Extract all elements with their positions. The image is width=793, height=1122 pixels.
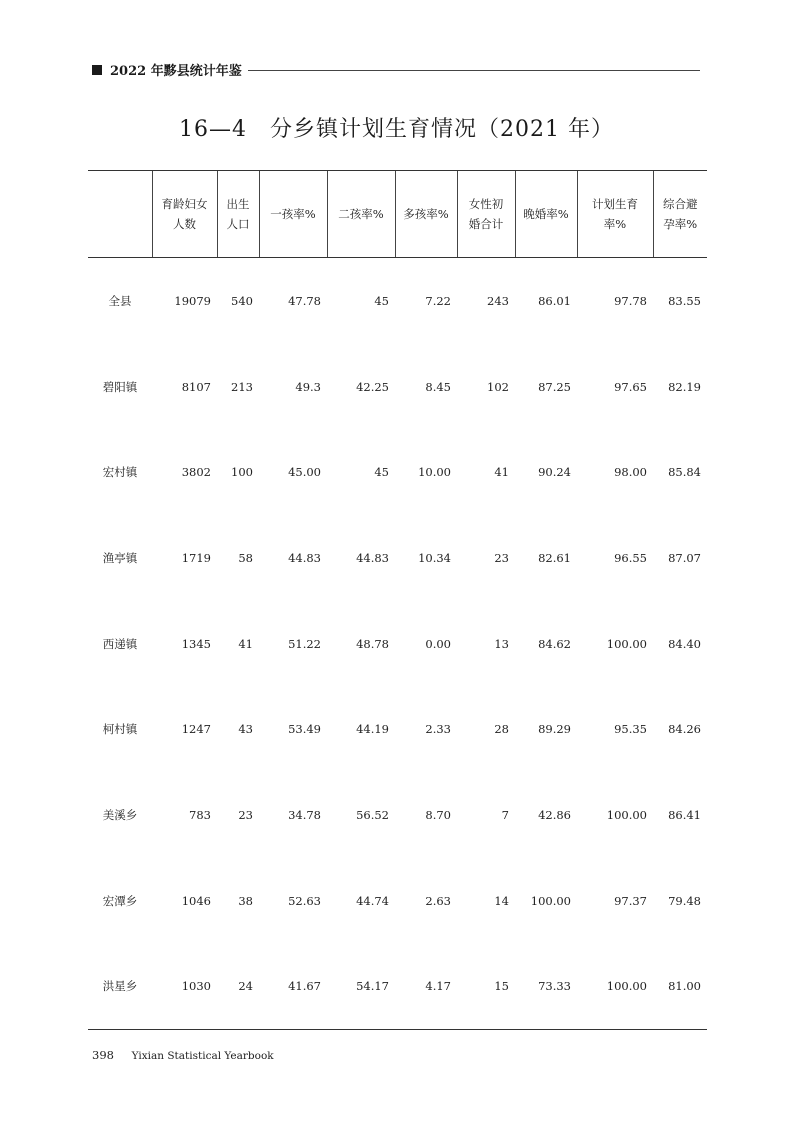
town-name-cell: 西递镇 (102, 636, 138, 651)
value-cell: 1345 (181, 636, 211, 651)
column-header-line: 孕率% (663, 217, 698, 231)
value-cell: 19079 (174, 293, 211, 308)
value-cell: 96.55 (614, 550, 647, 565)
value-cell: 24 (217, 944, 259, 1030)
value-cell: 7.22 (425, 293, 451, 308)
value-cell: 8107 (181, 379, 211, 394)
value-cell: 97.37 (614, 893, 647, 908)
table-row (88, 944, 707, 1030)
column-header (457, 171, 515, 258)
column-header-line: 人口 (226, 217, 250, 231)
town-name-cell: 美溪乡 (102, 807, 138, 822)
value-cell: 81.00 (653, 944, 707, 1030)
value-cell: 51.22 (288, 636, 321, 651)
value-cell: 47.78 (288, 293, 321, 308)
value-cell: 54.17 (327, 944, 395, 1030)
value-cell: 100.00 (606, 807, 647, 822)
value-cell: 83.55 (668, 293, 701, 308)
value-cell: 1719 (181, 550, 211, 565)
value-cell: 87.07 (668, 550, 701, 565)
running-title: 2022 年黟县统计年鉴 (110, 64, 242, 79)
value-cell: 85.84 (668, 465, 701, 480)
value-cell: 41.67 (259, 944, 327, 1030)
value-cell: 38 (238, 893, 253, 908)
value-cell: 84.40 (668, 636, 701, 651)
value-cell: 28 (494, 722, 509, 737)
value-cell: 44.74 (356, 893, 389, 908)
value-cell: 41 (494, 465, 509, 480)
value-cell: 42.86 (538, 807, 571, 822)
value-cell: 1030 (152, 944, 217, 1030)
column-header (152, 171, 217, 258)
value-cell: 8.70 (425, 807, 451, 822)
value-cell: 8.45 (425, 379, 451, 394)
town-name-cell: 宏潭乡 (102, 893, 138, 908)
value-cell: 82.61 (538, 550, 571, 565)
value-cell: 100 (231, 465, 253, 480)
value-cell: 97.65 (614, 379, 647, 394)
column-header (577, 171, 653, 258)
table-row (88, 772, 707, 858)
table-header-row (88, 171, 707, 258)
running-head (92, 60, 242, 79)
column-header-line: 计划生育 (592, 197, 638, 211)
value-cell: 73.33 (515, 944, 577, 1030)
value-cell: 3802 (181, 465, 211, 480)
value-cell: 48.78 (356, 636, 389, 651)
column-header-line: 晚婚率% (523, 207, 569, 221)
value-cell: 53.49 (288, 722, 321, 737)
column-header-line: 出生 (226, 197, 250, 211)
square-bullet-icon (92, 65, 102, 75)
column-header (515, 171, 577, 258)
table-row (88, 515, 707, 601)
column-header (88, 171, 152, 258)
column-header-line: 一孩率% (270, 207, 316, 221)
value-cell: 44.83 (356, 550, 389, 565)
town-name-cell: 碧阳镇 (102, 379, 138, 394)
table-row (88, 858, 707, 944)
table-body (88, 258, 707, 1030)
column-header-line: 综合避 (663, 197, 698, 211)
value-cell: 86.01 (538, 293, 571, 308)
value-cell: 213 (231, 379, 253, 394)
value-cell: 2.63 (425, 893, 451, 908)
value-cell: 52.63 (288, 893, 321, 908)
value-cell: 540 (231, 293, 253, 308)
value-cell: 1247 (181, 722, 211, 737)
value-cell: 41 (238, 636, 253, 651)
value-cell: 98.00 (614, 465, 647, 480)
table-row (88, 601, 707, 687)
value-cell: 49.3 (295, 379, 321, 394)
value-cell: 10.00 (418, 465, 451, 480)
column-header (395, 171, 457, 258)
value-cell: 45.00 (288, 465, 321, 480)
value-cell: 783 (189, 807, 211, 822)
town-name-cell: 渔亭镇 (102, 550, 138, 565)
value-cell: 79.48 (668, 893, 701, 908)
value-cell: 58 (238, 550, 253, 565)
column-header-line: 率% (603, 217, 627, 231)
value-cell: 42.25 (356, 379, 389, 394)
page-title: 16—4 分乡镇计划生育情况（2021 年） (179, 117, 614, 142)
column-header-line: 二孩率% (338, 207, 384, 221)
value-cell: 86.41 (668, 807, 701, 822)
column-header (217, 171, 259, 258)
value-cell: 100.00 (577, 944, 653, 1030)
column-header (327, 171, 395, 258)
value-cell: 89.29 (538, 722, 571, 737)
value-cell: 90.24 (538, 465, 571, 480)
value-cell: 1046 (181, 893, 211, 908)
header-rule (248, 70, 700, 71)
value-cell: 45 (374, 293, 389, 308)
value-cell: 84.62 (538, 636, 571, 651)
column-header-line: 婚合计 (468, 217, 504, 231)
table-row (88, 258, 707, 344)
publication-name: Yixian Statistical Yearbook (131, 1050, 274, 1062)
value-cell: 23 (494, 550, 509, 565)
table-row (88, 344, 707, 430)
value-cell: 56.52 (356, 807, 389, 822)
value-cell: 13 (494, 636, 509, 651)
column-header-line: 人数 (173, 217, 196, 231)
value-cell: 15 (457, 944, 515, 1030)
value-cell: 7 (501, 807, 509, 822)
value-cell: 243 (487, 293, 509, 308)
value-cell: 44.19 (356, 722, 389, 737)
value-cell: 2.33 (425, 722, 451, 737)
value-cell: 82.19 (668, 379, 701, 394)
column-header-line: 女性初 (468, 197, 504, 211)
column-header-line: 育龄妇女 (161, 197, 208, 211)
value-cell: 95.35 (614, 722, 647, 737)
town-name-cell: 全县 (108, 293, 132, 308)
page-footer (92, 1048, 274, 1062)
value-cell: 0.00 (425, 636, 451, 651)
value-cell: 102 (487, 379, 509, 394)
table-row (88, 686, 707, 772)
value-cell: 100.00 (606, 636, 647, 651)
family-planning-table (88, 170, 707, 1030)
page-number: 398 (92, 1048, 114, 1062)
value-cell: 45 (374, 465, 389, 480)
table-row (88, 429, 707, 515)
town-name-cell: 宏村镇 (102, 465, 138, 480)
value-cell: 10.34 (418, 550, 451, 565)
value-cell: 84.26 (668, 722, 701, 737)
value-cell: 14 (494, 893, 509, 908)
value-cell: 4.17 (395, 944, 457, 1030)
value-cell: 97.78 (614, 293, 647, 308)
value-cell: 100.00 (530, 893, 571, 908)
value-cell: 23 (238, 807, 253, 822)
town-name-cell: 柯村镇 (102, 722, 138, 737)
column-header (653, 171, 707, 258)
column-header (259, 171, 327, 258)
town-name-cell: 洪星乡 (88, 944, 152, 1030)
column-header-line: 多孩率% (403, 207, 449, 221)
value-cell: 87.25 (538, 379, 571, 394)
value-cell: 43 (238, 722, 253, 737)
value-cell: 34.78 (288, 807, 321, 822)
value-cell: 44.83 (288, 550, 321, 565)
